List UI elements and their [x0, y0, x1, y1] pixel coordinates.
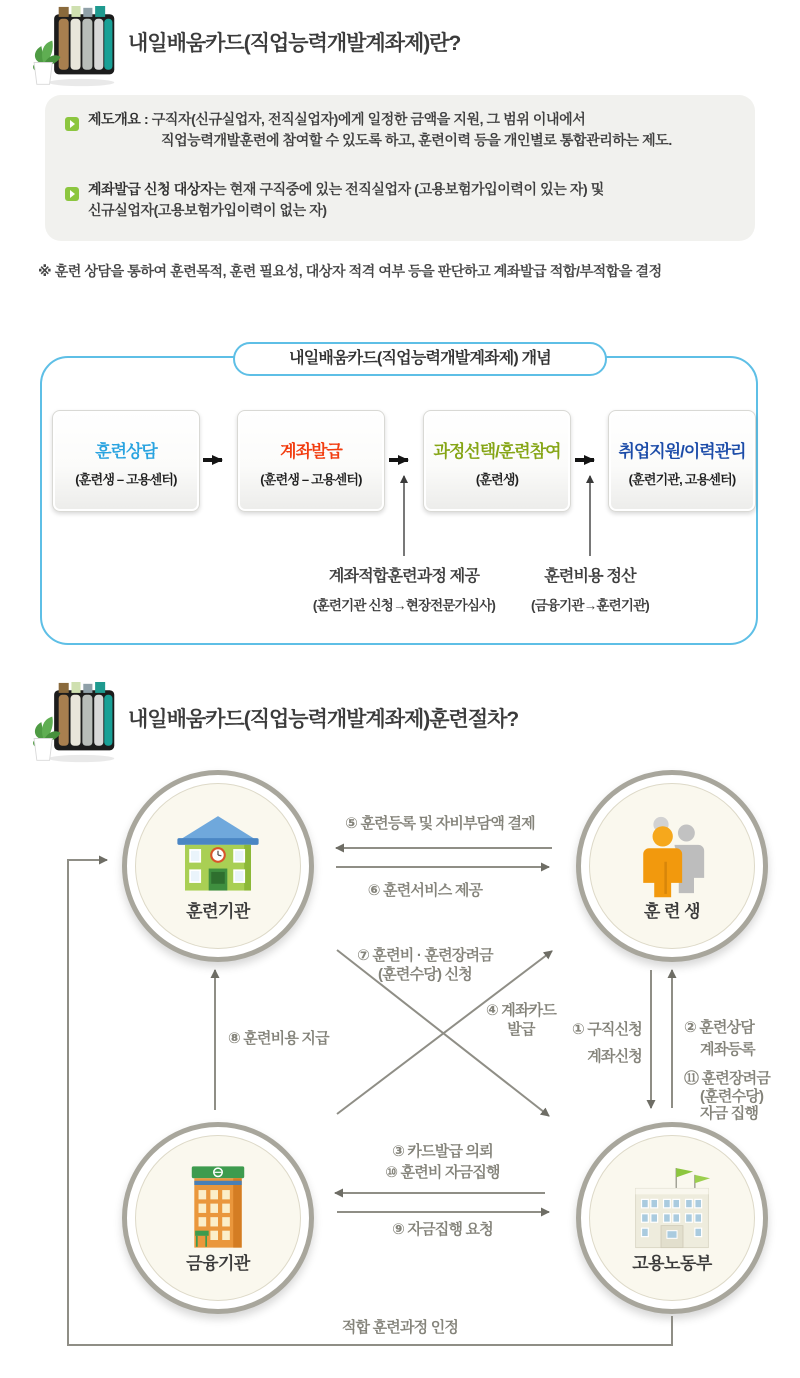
bullet-eligibility-line2: 신규실업자(고용보험가입이력이 없는 자) [88, 202, 327, 218]
node-label: 훈 련 생 [643, 901, 701, 921]
step-label: 취업지원/이력관리 [618, 442, 746, 461]
label-step2: ② 훈련상담 계좌등록 [684, 1019, 755, 1058]
bullet-overview [88, 109, 733, 151]
callout-course-provision: 계좌적합훈련과정 제공 (훈련기관 신청→현장전문가심사) [312, 568, 496, 613]
section2-title: 내일배움카드(직업능력개발계좌제)훈련절차? [128, 708, 519, 731]
node-label: 고용노동부 [632, 1253, 712, 1273]
bullet-overview-line1: 제도개요 : 구직자(신규실업자, 전직실업자)에게 일정한 금액을 지원, 그 범위 이내에서 [88, 111, 586, 127]
step-sub: (훈련기관, 고용센터) [628, 472, 736, 487]
step-employment-support [608, 410, 756, 512]
step-account-issue [237, 410, 385, 512]
bullet-overview-line2: 직업능력개발훈련에 참여할 수 있도록 하고, 훈련이력 등을 개인별로 통합관리하는 제도. [161, 132, 672, 148]
label-step9: ⑨ 자금집행 요청 [392, 1221, 493, 1238]
label-step4: ④ 계좌카드 발급 [485, 1002, 557, 1038]
green-play-icon [65, 117, 79, 131]
books-icon [30, 682, 122, 764]
step-sub: (훈련생 – 고용센터) [260, 472, 362, 487]
trainees-icon [622, 811, 722, 899]
label-step1: ① 구직신청 계좌신청 [571, 1021, 642, 1065]
section1-title: 내일배움카드(직업능력개발계좌제)란? [128, 32, 461, 55]
step-course-select [423, 410, 571, 512]
label-step11: ⑪ 훈련장려금 (훈련수당) 자금 집행 [684, 1070, 771, 1122]
label-step5: ⑤ 훈련등록 및 자비부담액 결제 [345, 815, 535, 832]
node-trainee [576, 770, 768, 962]
concept-title-pill: 내일배움카드(직업능력개발계좌제) 개념 [233, 342, 607, 376]
label-step3-10: ③ 카드발급 의뢰 ⑩ 훈련비 자금집행 [385, 1143, 500, 1181]
bank-building-icon [168, 1163, 268, 1251]
label-loop-approved-course: 적합 훈련과정 인정 [341, 1319, 459, 1336]
node-training-institute [122, 770, 314, 962]
bullet-eligibility-line1: 계좌발급 신청 대상자는 현재 구직중에 있는 전직실업자 (고용보험가입이력이 있는 자) 및 [88, 181, 604, 197]
label-step7: ⑦ 훈련비 · 훈련장려금 (훈련수당) 신청 [357, 947, 493, 983]
node-label: 훈련기관 [186, 901, 250, 921]
info-box [45, 95, 755, 241]
government-building-icon [622, 1163, 722, 1251]
school-building-icon [168, 811, 268, 899]
step-label: 과정선택/훈련참여 [433, 442, 561, 461]
step-label: 훈련상담 [95, 442, 157, 461]
node-financial-institute [122, 1122, 314, 1314]
step-sub: (훈련생 – 고용센터) [75, 472, 177, 487]
bullet-eligibility [88, 179, 733, 221]
green-play-icon [65, 187, 79, 201]
label-step6: ⑥ 훈련서비스 제공 [367, 882, 483, 899]
step-label: 계좌발급 [280, 442, 342, 461]
node-ministry-of-employment [576, 1122, 768, 1314]
step-training-consult [52, 410, 200, 512]
step-sub: (훈련생) [475, 472, 519, 487]
callout-cost-settlement: 훈련비용 정산 (금융기관→훈련기관) [530, 568, 650, 613]
label-step8: ⑧ 훈련비용 지급 [228, 1030, 329, 1047]
node-label: 금융기관 [186, 1253, 250, 1273]
books-icon [30, 6, 122, 88]
note-text: ※ 훈련 상담을 통하여 훈련목적, 훈련 필요성, 대상자 적격 여부 등을 판단하고 계좌발급 적합/부적합을 결정 [38, 263, 662, 279]
